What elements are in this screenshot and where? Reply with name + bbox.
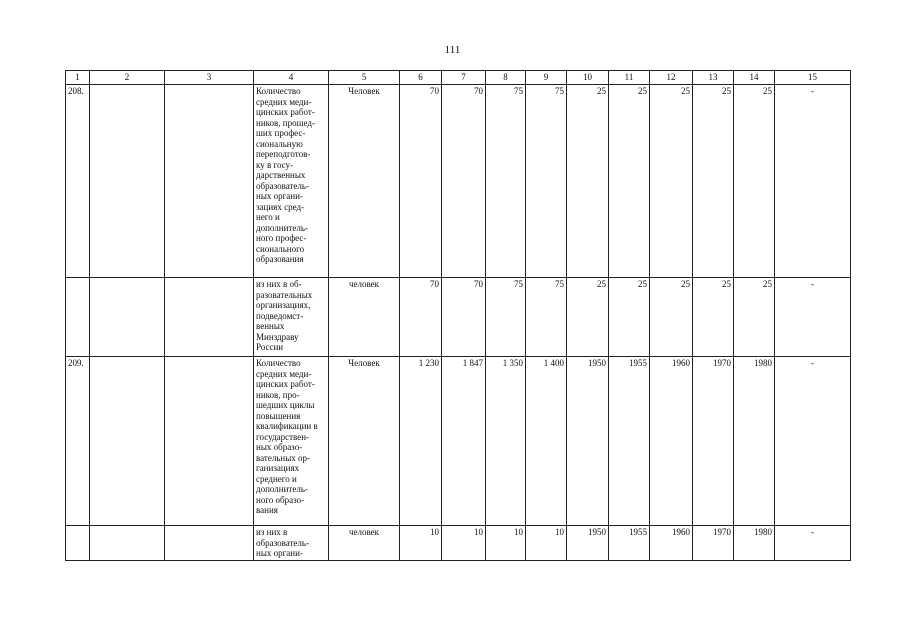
- column-header: 1: [66, 71, 90, 85]
- value-cell: 25: [734, 85, 775, 278]
- column-header: 3: [165, 71, 254, 85]
- value-cell: 70: [400, 278, 442, 357]
- value-cell: 75: [486, 278, 526, 357]
- description-line: Количество: [256, 358, 301, 368]
- row-unit: Человек: [329, 85, 400, 278]
- value-cell: 75: [526, 85, 567, 278]
- empty-cell: [90, 278, 165, 357]
- table-row: [66, 526, 851, 561]
- row-unit: человек: [329, 278, 400, 357]
- data-table: [65, 70, 851, 561]
- description-line: ных органи-: [256, 548, 303, 558]
- value-cell: 1960: [650, 526, 693, 561]
- description-line: образователь-: [256, 180, 309, 191]
- value-cell: 70: [442, 85, 486, 278]
- description-line: дополнитель-: [256, 484, 308, 494]
- value-cell: 75: [526, 278, 567, 357]
- value-cell: 1950: [567, 357, 609, 526]
- description-line: сионального: [256, 243, 305, 254]
- description-line: дарственных: [256, 170, 306, 180]
- value-cell: 1 230: [400, 357, 442, 526]
- description-line: венных: [256, 321, 285, 331]
- column-header: 11: [609, 71, 650, 85]
- description-line: образования: [256, 254, 304, 264]
- row-unit: Человек: [329, 357, 400, 526]
- value-cell: 1980: [734, 526, 775, 561]
- value-cell: 25: [609, 85, 650, 278]
- description-line: дополнитель-: [256, 222, 308, 233]
- table-row: [66, 278, 851, 357]
- table-row: [66, 357, 851, 526]
- description-line: ных образо-: [256, 442, 303, 452]
- description-line: подведомст-: [256, 310, 304, 321]
- value-cell: 25: [650, 85, 693, 278]
- value-cell: 10: [486, 526, 526, 561]
- description-line: цинских работ-: [256, 379, 315, 389]
- column-header: 7: [442, 71, 486, 85]
- value-cell: 1970: [693, 526, 734, 561]
- column-header: 4: [254, 71, 329, 85]
- value-cell: 1980: [734, 357, 775, 526]
- column-header: 5: [329, 71, 400, 85]
- row-note: -: [775, 357, 851, 526]
- description-line: ников, про-: [256, 389, 300, 400]
- value-cell: 25: [567, 85, 609, 278]
- description-line: образователь-: [256, 537, 309, 548]
- description-line: него и: [256, 212, 280, 222]
- value-cell: 75: [486, 85, 526, 278]
- row-index: 209.: [66, 357, 90, 526]
- column-header: 2: [90, 71, 165, 85]
- empty-cell: [90, 526, 165, 561]
- row-unit: человек: [329, 526, 400, 561]
- value-cell: 1970: [693, 357, 734, 526]
- description-line: ников, прошед-: [256, 117, 315, 128]
- description-line: средних меди-: [256, 368, 312, 379]
- page-number: 111: [444, 44, 461, 56]
- value-cell: 25: [650, 278, 693, 357]
- value-cell: 1960: [650, 357, 693, 526]
- column-header: 10: [567, 71, 609, 85]
- description-line: ного профес-: [256, 233, 307, 243]
- empty-cell: [90, 85, 165, 278]
- row-note: -: [775, 526, 851, 561]
- description-line: переподготов-: [256, 149, 311, 159]
- empty-cell: [165, 85, 254, 278]
- column-header: 15: [775, 71, 851, 85]
- description-line: России: [256, 342, 284, 352]
- description-line: шедших циклы: [256, 400, 315, 410]
- value-cell: 1 847: [442, 357, 486, 526]
- row-index: 208.: [66, 85, 90, 278]
- description-line: разовательных: [256, 289, 313, 300]
- description-line: из них в: [256, 527, 288, 537]
- column-header: 8: [486, 71, 526, 85]
- description-line: ганизациях: [256, 463, 300, 473]
- header-row: [66, 71, 851, 85]
- value-cell: 70: [400, 85, 442, 278]
- value-cell: 70: [442, 278, 486, 357]
- row-index: [66, 278, 90, 357]
- column-header: 6: [400, 71, 442, 85]
- description-line: средних меди-: [256, 96, 312, 107]
- description-line: вания: [256, 505, 278, 515]
- description-line: среднего и: [256, 473, 297, 484]
- empty-cell: [165, 278, 254, 357]
- description-line: зациях сред-: [256, 201, 305, 212]
- value-cell: 1950: [567, 526, 609, 561]
- table-row: [66, 85, 851, 278]
- description-line: организациях,: [256, 300, 311, 310]
- description-line: ку в госу-: [256, 159, 294, 170]
- description-line: Количество: [256, 86, 301, 96]
- description-line: Минздраву: [256, 331, 299, 342]
- column-header: 9: [526, 71, 567, 85]
- description-line: ного образо-: [256, 494, 305, 505]
- row-description: [254, 85, 329, 278]
- value-cell: 25: [693, 278, 734, 357]
- row-description: [254, 357, 329, 526]
- row-note: -: [775, 278, 851, 357]
- description-line: вательных ор-: [256, 452, 311, 463]
- description-line: государствен-: [256, 431, 310, 442]
- column-header: 14: [734, 71, 775, 85]
- description-line: квалификации в: [256, 421, 318, 431]
- value-cell: 1 350: [486, 357, 526, 526]
- value-cell: 1 400: [526, 357, 567, 526]
- row-description: [254, 526, 329, 561]
- value-cell: 25: [609, 278, 650, 357]
- row-note: -: [775, 85, 851, 278]
- description-line: ших профес-: [256, 128, 306, 138]
- value-cell: 1955: [609, 526, 650, 561]
- description-line: сиональную: [256, 138, 303, 149]
- value-cell: 10: [442, 526, 486, 561]
- value-cell: 25: [567, 278, 609, 357]
- column-header: 12: [650, 71, 693, 85]
- description-line: ных органи-: [256, 191, 303, 201]
- row-description: [254, 278, 329, 357]
- value-cell: 1955: [609, 357, 650, 526]
- value-cell: 10: [526, 526, 567, 561]
- empty-cell: [165, 526, 254, 561]
- value-cell: 10: [400, 526, 442, 561]
- description-line: повышения: [256, 410, 301, 421]
- value-cell: 25: [734, 278, 775, 357]
- column-header: 13: [693, 71, 734, 85]
- empty-cell: [165, 357, 254, 526]
- empty-cell: [90, 357, 165, 526]
- value-cell: 25: [693, 85, 734, 278]
- row-index: [66, 526, 90, 561]
- description-line: из них в об-: [256, 279, 302, 289]
- description-line: цинских работ-: [256, 107, 315, 117]
